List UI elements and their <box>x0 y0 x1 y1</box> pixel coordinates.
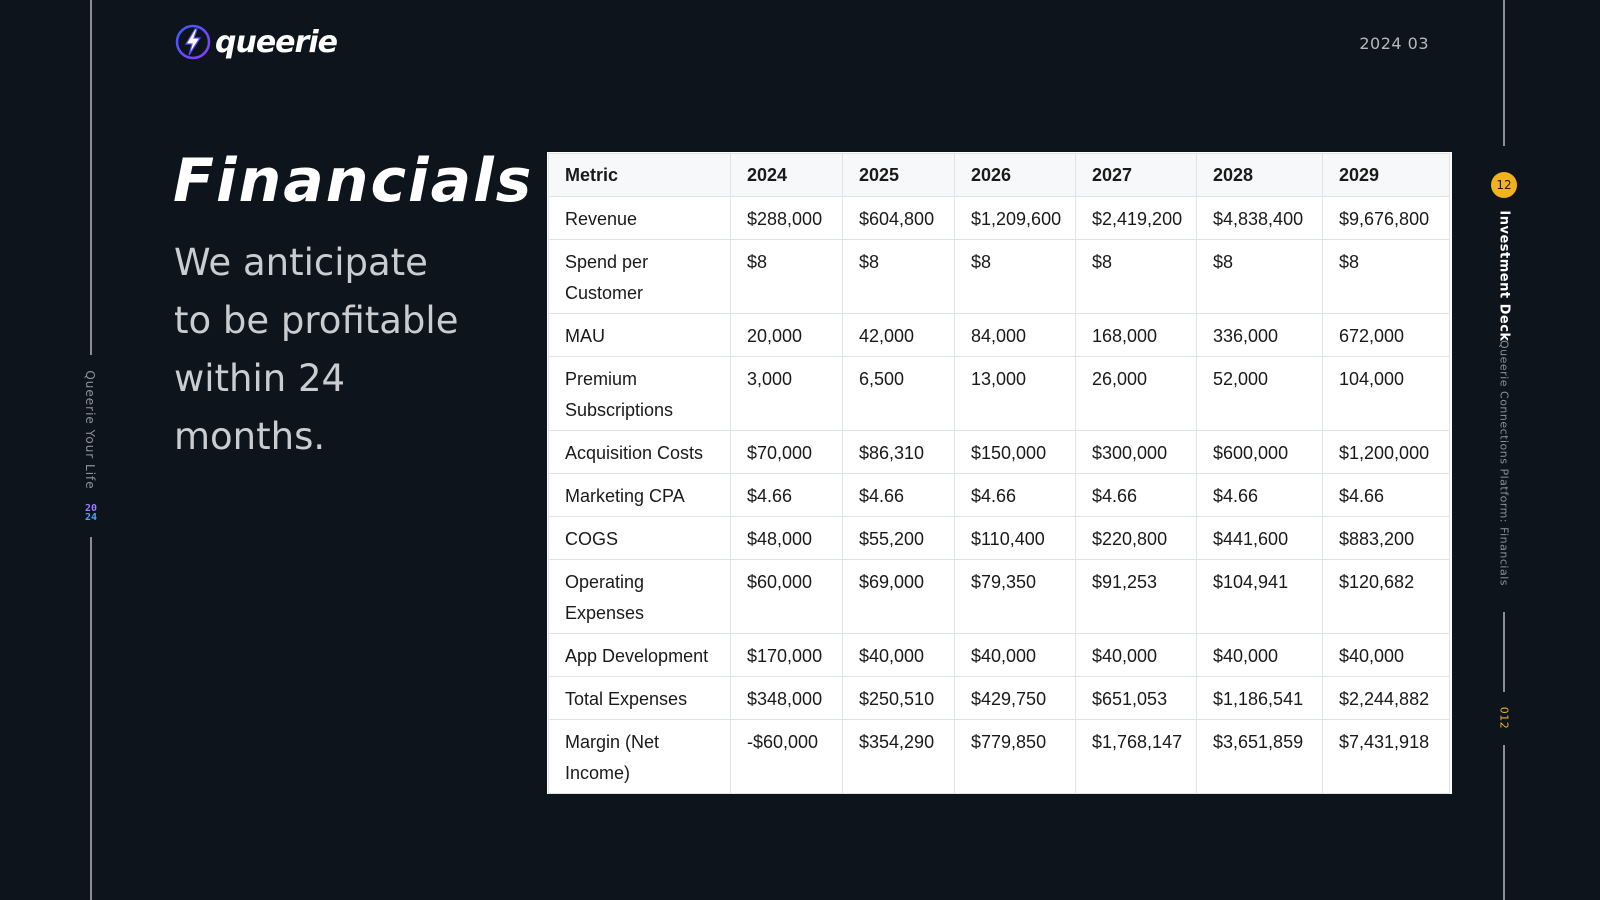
table-cell: $9,676,800 <box>1323 197 1450 240</box>
table-cell: 168,000 <box>1076 314 1197 357</box>
table-cell: Operating Expenses <box>549 560 731 634</box>
column-header: 2029 <box>1323 154 1450 197</box>
right-rail-line-top <box>1503 0 1505 146</box>
table-cell: $1,209,600 <box>955 197 1076 240</box>
table-cell: $429,750 <box>955 677 1076 720</box>
page-number-badge: 12 <box>1491 172 1517 198</box>
table-cell: App Development <box>549 634 731 677</box>
brand-logo[interactable] <box>175 24 337 60</box>
year-mark-bottom: 24 <box>84 512 98 523</box>
table-cell: Margin (Net Income) <box>549 720 731 794</box>
table-cell: Total Expenses <box>549 677 731 720</box>
table-cell: $1,200,000 <box>1323 431 1450 474</box>
column-header: 2025 <box>843 154 955 197</box>
table-cell: $3,651,859 <box>1197 720 1323 794</box>
table-cell: $604,800 <box>843 197 955 240</box>
page-code: 012 <box>1497 706 1511 730</box>
table-cell: $2,419,200 <box>1076 197 1197 240</box>
table-cell: -$60,000 <box>731 720 843 794</box>
table-cell: 6,500 <box>843 357 955 431</box>
financials-table <box>548 153 1450 794</box>
table-cell: $8 <box>1076 240 1197 314</box>
table-cell: $40,000 <box>843 634 955 677</box>
section-label: Queerie Connections Platform: Financials <box>1497 340 1511 586</box>
table-cell: COGS <box>549 517 731 560</box>
table-cell: $91,253 <box>1076 560 1197 634</box>
table-cell: $150,000 <box>955 431 1076 474</box>
table-row <box>549 634 1450 677</box>
table-row <box>549 357 1450 431</box>
column-header: 2024 <box>731 154 843 197</box>
table-cell: 42,000 <box>843 314 955 357</box>
table-cell: $8 <box>731 240 843 314</box>
left-rail-tagline: Queerie Your Life <box>83 370 97 490</box>
table-cell: 336,000 <box>1197 314 1323 357</box>
table-row <box>549 720 1450 794</box>
table-cell: $8 <box>955 240 1076 314</box>
table-cell: $4.66 <box>955 474 1076 517</box>
table-cell: $220,800 <box>1076 517 1197 560</box>
table-header-row <box>549 154 1450 197</box>
table-cell: $4.66 <box>1323 474 1450 517</box>
table-row <box>549 560 1450 634</box>
table-row <box>549 240 1450 314</box>
table-cell: $300,000 <box>1076 431 1197 474</box>
financials-table-card <box>547 152 1452 794</box>
table-cell: $779,850 <box>955 720 1076 794</box>
left-rail-line-top <box>90 0 92 355</box>
table-cell: $4.66 <box>1197 474 1323 517</box>
deck-date: 2024 03 <box>1359 34 1429 53</box>
table-row <box>549 431 1450 474</box>
table-cell: $1,768,147 <box>1076 720 1197 794</box>
table-cell: $354,290 <box>843 720 955 794</box>
table-cell: $348,000 <box>731 677 843 720</box>
table-cell: $69,000 <box>843 560 955 634</box>
table-cell: Spend per Customer <box>549 240 731 314</box>
table-cell: 104,000 <box>1323 357 1450 431</box>
table-cell: $8 <box>1323 240 1450 314</box>
year-mark-top: 20 <box>84 503 98 514</box>
page-subtitle: We anticipate to be profitable within 24 months. <box>174 241 459 458</box>
table-cell: $600,000 <box>1197 431 1323 474</box>
table-cell: $170,000 <box>731 634 843 677</box>
table-cell: $70,000 <box>731 431 843 474</box>
brand-wordmark: queerie <box>215 24 337 60</box>
table-cell: 20,000 <box>731 314 843 357</box>
table-cell: $104,941 <box>1197 560 1323 634</box>
table-cell: 672,000 <box>1323 314 1450 357</box>
table-cell: 3,000 <box>731 357 843 431</box>
table-cell: $40,000 <box>1076 634 1197 677</box>
column-header: 2026 <box>955 154 1076 197</box>
lightning-bolt-icon <box>175 24 211 60</box>
left-rail-line-bottom <box>90 537 92 900</box>
table-cell: $4.66 <box>843 474 955 517</box>
table-cell: $48,000 <box>731 517 843 560</box>
table-cell: $60,000 <box>731 560 843 634</box>
table-cell: 52,000 <box>1197 357 1323 431</box>
table-cell: Premium Subscriptions <box>549 357 731 431</box>
column-header: 2028 <box>1197 154 1323 197</box>
table-cell: $651,053 <box>1076 677 1197 720</box>
table-row <box>549 314 1450 357</box>
table-cell: $250,510 <box>843 677 955 720</box>
table-cell: 13,000 <box>955 357 1076 431</box>
table-cell: Marketing CPA <box>549 474 731 517</box>
table-cell: $288,000 <box>731 197 843 240</box>
table-cell: $110,400 <box>955 517 1076 560</box>
table-cell: $8 <box>1197 240 1323 314</box>
table-row <box>549 197 1450 240</box>
table-cell: 84,000 <box>955 314 1076 357</box>
table-cell: Acquisition Costs <box>549 431 731 474</box>
table-cell: 26,000 <box>1076 357 1197 431</box>
column-header: 2027 <box>1076 154 1197 197</box>
table-cell: $1,186,541 <box>1197 677 1323 720</box>
table-row <box>549 677 1450 720</box>
table-cell: $40,000 <box>955 634 1076 677</box>
table-cell: $4,838,400 <box>1197 197 1323 240</box>
table-cell: $8 <box>843 240 955 314</box>
table-row <box>549 517 1450 560</box>
table-cell: $120,682 <box>1323 560 1450 634</box>
year-mark <box>82 504 100 522</box>
table-cell: $2,244,882 <box>1323 677 1450 720</box>
table-cell: $883,200 <box>1323 517 1450 560</box>
table-cell: $7,431,918 <box>1323 720 1450 794</box>
table-cell: $55,200 <box>843 517 955 560</box>
table-cell: $4.66 <box>731 474 843 517</box>
table-cell: $40,000 <box>1197 634 1323 677</box>
deck-label: Investment Deck <box>1496 210 1512 342</box>
column-header: Metric <box>549 154 731 197</box>
table-cell: Revenue <box>549 197 731 240</box>
table-cell: MAU <box>549 314 731 357</box>
right-rail-line-bottom <box>1503 745 1505 900</box>
right-rail-line-mid <box>1503 612 1505 692</box>
table-cell: $441,600 <box>1197 517 1323 560</box>
table-cell: $4.66 <box>1076 474 1197 517</box>
table-cell: $86,310 <box>843 431 955 474</box>
table-cell: $79,350 <box>955 560 1076 634</box>
table-row <box>549 474 1450 517</box>
page-title: Financials <box>173 146 534 216</box>
table-cell: $40,000 <box>1323 634 1450 677</box>
